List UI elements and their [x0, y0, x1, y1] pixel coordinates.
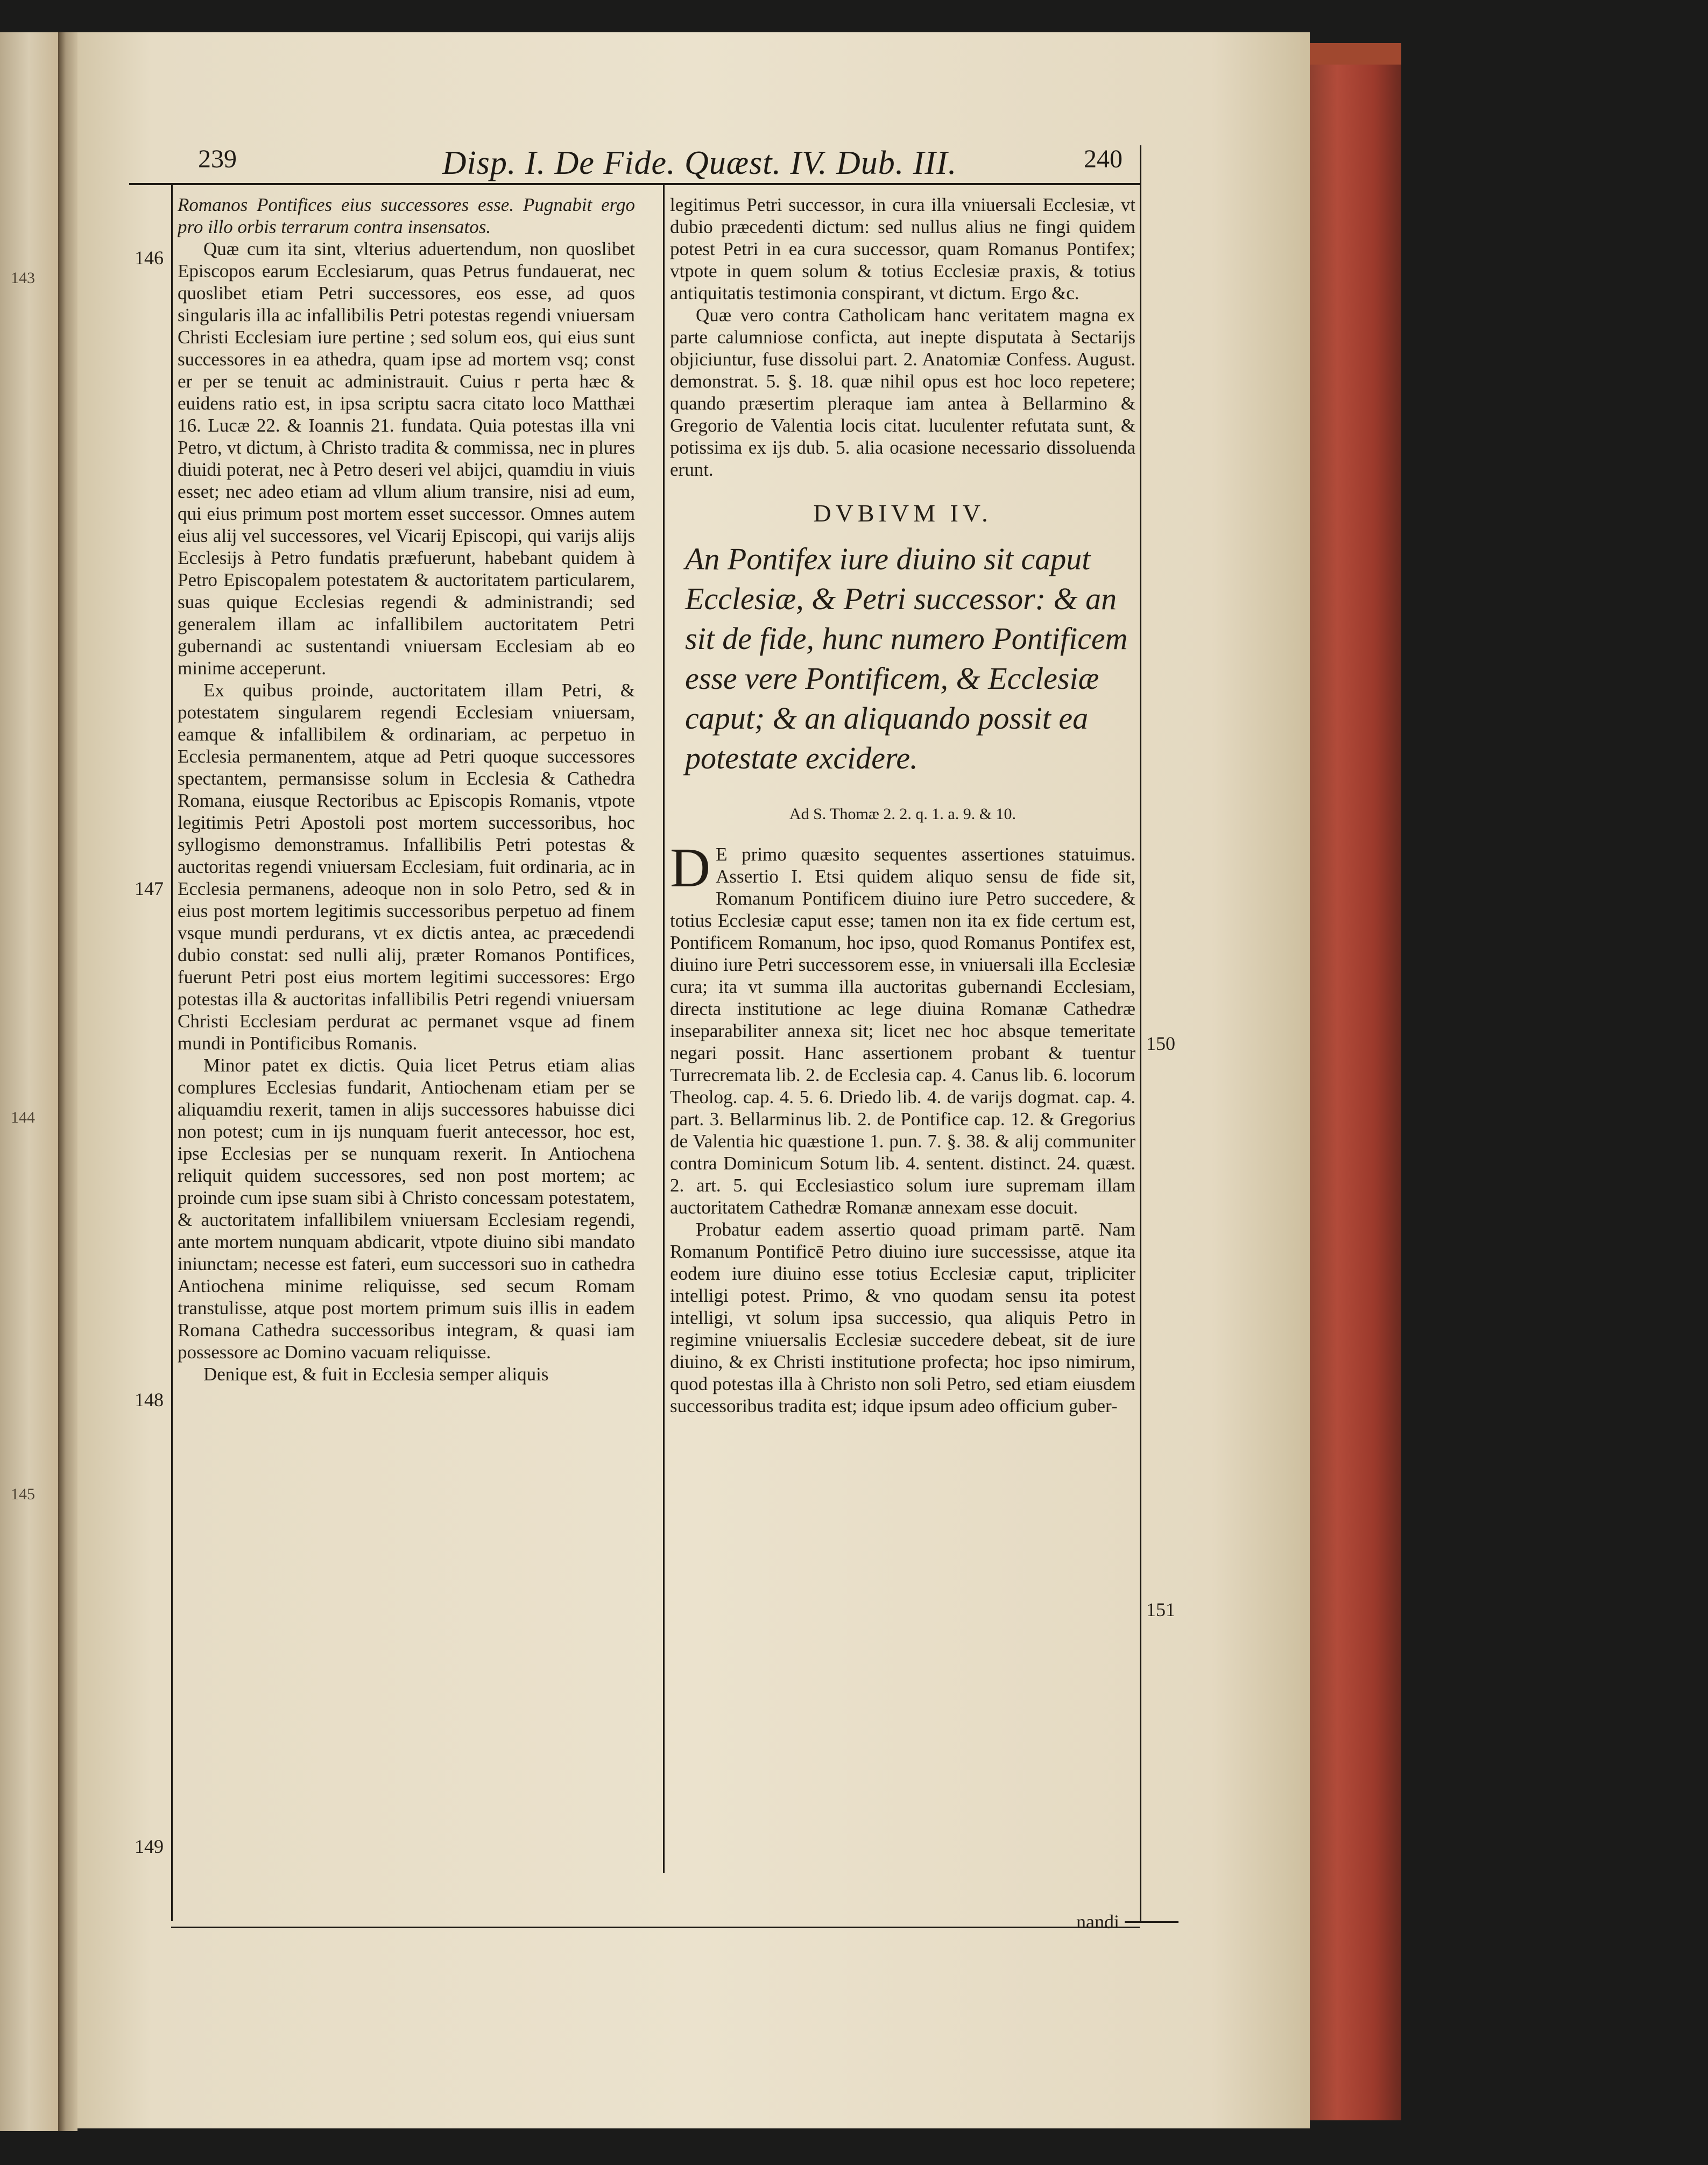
red-page-edges — [1310, 65, 1401, 2120]
header-rule — [129, 183, 1141, 185]
paragraph: Minor patet ex dictis. Quia licet Petrus etiam alias complures Ecclesias fundarit, Antiochenam etiam per se aliquamdiu rexerit, tamen in alijs successores habuisse dici non potest; cum in ijs nunquam fuerit antecessor, hoc est, ipse Ecclesias per se nunquam rexerit. In Antiochena reliquit quidem successores, sed non post mortem; ac proinde cum ipse suam sibi à Christo concessam potestatem, & auctoritatem infallibilem vniuersam Ecclesiam regendi, ante mortem nunquam abdicarit, vtpote diuino sibi mandato iniunctam; necesse est fateri, eum successori suo in cathedra Antiochena minime reliquisse, sed secum Romam transtulisse, atque post mortem primum suis illis in eadem Romana Cathedra successoribus integram, & quasi iam possessore ac Domino vacuam reliquisse. — [178, 1055, 635, 1363]
catchword: nandi — [1076, 1911, 1119, 1933]
reference-line: Ad S. Thomæ 2. 2. q. 1. a. 9. & 10. — [789, 805, 1017, 823]
running-head: Disp. I. De Fide. Quæst. IV. Dub. III. — [442, 145, 957, 181]
right-frame-rule — [1140, 145, 1141, 1921]
page-number-left: 239 — [198, 145, 237, 173]
margin-number: 144 — [11, 1109, 35, 1126]
column-divider — [663, 183, 665, 1873]
margin-number: 143 — [11, 269, 35, 287]
paragraph: Probatur eadem assertio quoad primam partē. Nam Romanum Pontificē Petro diuino iure successisse, atque ita eodem iure diuino esse totius Ecclesiæ caput, tripliciter intelligi potest. Primo, & vno quodam sensu ita potest intelligi, vt solum ipsa successio, qua aliquis Petro in regimine vniuersalis Ecclesiæ succedere debeat, sit de iure diuino, & ex Christi institutione profecta; hoc ipso nimirum, quod potestas illa à Christo non soli Petro, sed etiam eiusdem successoribus tradita est; idque ipsum adeo officium guber- — [670, 1219, 1135, 1416]
paragraph: Denique est, & fuit in Ecclesia semper aliquis — [203, 1364, 549, 1385]
margin-number: 151 — [1146, 1599, 1175, 1620]
paragraph: Quæ vero contra Catholicam hanc veritatem magna ex parte calumniose conficta, aut inepte disputata à Sectarijs objiciuntur, fuse dissolui part. 2. Anatomiæ Confess. August. demonstrat. 5. §. 18. quæ nihil opus est hoc loco repetere; quando præsertim pleraque iam antea à Bellarmino & Gregorio de Valentia locis citat. luculenter refutata sunt, & potissima ex ijs dub. 5. alia ocasione necessario dissoluenda erunt. — [670, 305, 1135, 480]
page-number-right: 240 — [1084, 145, 1123, 173]
book-gutter — [58, 32, 77, 2131]
paragraph: Quæ cum ita sint, vlterius aduertendum, non quoslibet Episcopos earum Ecclesiarum, quas Petrus fundauerat, nec quoslibet etiam Petri successores, eos esse, ad quos singularis illa ac infallibilis Petri potestas regendi vniuersam Christi Ecclesiam iure pertine ; sed solum eos, qui eius sunt successores in ea athedra, quam ipse ad mortem vsq; const er per se tenuit ac administrauit. Cuius r perta hæc & euidens ratio est, in ipsa scriptu sacra citato loco Matthæi 16. Lucæ 22. & Ioannis 21. fundata. Quia potestas illa vni Petro, vt dictum, à Christo tradita & commissa, nec in plures diuidi poterat, nec à Petro deseri vel abijci, quamdiu in viuis esset; nec adeo etiam ad vllum alium transire, nisi ad eum, qui eius primum post mortem esset successor. Omnes autem eius alij vel successores, vel Vicarij Episcopi, qui varijs alijs Ecclesijs à Petro fundatis præfuerunt, habebant quidem à Petro Episcopalem potestatem & auctoritatem particularem, suas quique Ecclesias regendi & administrandi; sed generalem illam ac infallibilem auctoritatem Petri gubernandi ac sustentandi vniuersam Ecclesiam ab eo minime acceperunt. — [178, 238, 635, 679]
margin-number: 145 — [11, 1485, 35, 1503]
bottom-rule — [171, 1927, 1140, 1928]
paragraph — [670, 837, 1135, 1218]
margin-number: 150 — [1146, 1033, 1175, 1054]
paragraph: Ex quibus proinde, auctoritatem illam Petri, & potestatem singularem regendi Ecclesiam vniuersam, eamque & infallibilem & ordinariam, ac perpetuo in Ecclesia permanentem, atque ad Petri quoque successores spectantem, permansisse solum in Ecclesia & Cathedra Romana, eiusque Rectoribus ac Episcopis Romanis, vtpote legitimis Petri Apostoli post mortem successoribus, hoc syllogismo demonstramus. Infallibilis Petri potestas & auctoritas regendi vniuersam Ecclesiam, fuit ordinaria, ac in Ecclesia permanens, adeoque non in solo Petro, sed & in eius post mortem legitimis successoribus perpetuo ad finem vsque mundi perdurans, vt ex dictis antea, ac præcedendi dubio constat: sed nulli alij, præter Romanos Pontifices, fuerunt Petri post eius mortem legitimi successores: Ergo potestas illa & auctoritas infallibilis Petri regendi vniuersam Christi Ecclesiam perdurat ac permanet vsque ad finem mundi in Pontificibus Romanis. — [178, 680, 635, 1054]
margin-number: 146 — [135, 247, 164, 269]
previous-page-edge — [0, 32, 58, 2131]
paragraph: legitimus Petri successor, in cura illa vniuersali Ecclesiæ, vt dubio præcedenti dictum: sed nullus alius ne fingi quidem potest Petri in ea cura successor, quam Romanus Pontifex; vtpote in quem solum & totius Ecclesiæ praxis, & totius antiquitatis testimonia conspirant, vt dictum. Ergo &c. — [670, 194, 1135, 304]
left-text-column — [178, 194, 635, 1878]
section-question: An Pontifex iure diuino sit caput Ecclesiæ, & Petri successor: & an sit de fide, hunc numero Pontificem esse vere Pontificem, & Ecclesiæ caput; & an aliquando possit ea potestate excidere. — [685, 541, 1128, 775]
section-heading: DVBIVM IV. — [813, 499, 992, 527]
paragraph-text: E primo quæsito sequentes assertiones statuimus. Assertio I. Etsi quidem aliquo sensu de fide sit, Romanum Pontificem diuino iure Petro succedere, & totius Ecclesiæ caput esse; tamen non ita ex fide certum est, Pontificem Romanum, hoc ipso, quod Romanus Pontifex est, diuino iure Petri successorem esse, in vniuersali illa Ecclesiæ cura; ita vt summa illa auctoritas gubernandi Ecclesiam, directa institutione ac lege diuina Romanæ Cathedræ inseparabiliter annexa sit; licet nec hoc absque temeritate negari possit. Hanc assertionem probant & tuentur Turrecremata lib. 2. de Ecclesia cap. 4. Canus lib. 6. locorum Theolog. cap. 4. 5. 6. Driedo lib. 4. de varijs dogmat. cap. 4. part. 3. Bellarminus lib. 2. de Pontifice cap. 12. & Gregorius de Valentia hic quæstione 1. pun. 7. §. 38. & alij communiter contra Dominicum Sotum lib. 4. sentent. distinct. 24. quæst. 2. art. 5. qui Ecclesiastico solum iure supremam illam auctoritatem Cathedræ Romanæ annexam esse docuit. — [670, 844, 1135, 1218]
bottom-rule-right — [1125, 1921, 1178, 1923]
margin-number: 149 — [135, 1836, 164, 1857]
margin-number: 148 — [135, 1389, 164, 1411]
paragraph: Romanos Pontifices eius successores esse. Pugnabit ergo pro illo orbis terrarum contra insensatos. — [178, 194, 635, 237]
drop-cap: D — [670, 837, 711, 899]
right-text-column — [670, 194, 1135, 1910]
left-frame-rule — [171, 183, 173, 1921]
margin-number: 147 — [135, 878, 164, 899]
